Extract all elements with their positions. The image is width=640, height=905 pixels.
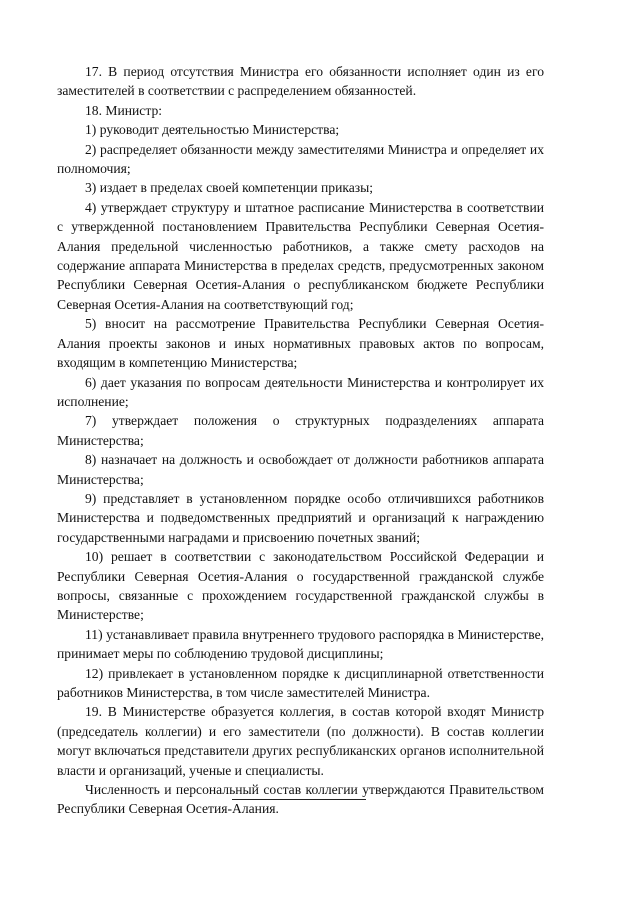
list-item-3: 3) издает в пределах своей компетенции приказы; [85,180,374,196]
paragraph-17: 17. В период отсутствия Министра его обязанности исполняет один из его заместителей в соответствии с распределением обязанностей. [57,64,544,99]
paragraph-18-heading: 18. Министр: [85,102,163,118]
list-item-7: 7) утверждает положения о структурных подразделениях аппарата Министерства; [57,413,544,448]
list-item-8: 8) назначает на должность и освобождает от должности работников аппарата Министерства; [57,452,544,487]
list-item-12: 12) привлекает в установленном порядке к дисциплинарной ответственности работников Министерства, в том числе заместителей Министра. [57,665,544,700]
list-item-4: 4) утверждает структуру и штатное расписание Министерства в соответствии с утвержденной постановлением Правительства Республики Северная Осетия-Алания предельной численностью работников, а также смету расходов на содержание аппарата Министерства в пределах средств, предусмотренных законом Республики Северная Осетия-Алания о республиканском бюджете Республики Северная Осетия-Алания на соответствующий год; [57,199,544,312]
paragraph-19: 19. В Министерстве образуется коллегия, в состав которой входят Министр (председатель коллегии) и его заместители (по должности). В состав коллегии могут включаться представители других республиканских органов исполнительной власти и организаций, ученые и специалисты. [57,704,544,778]
list-item-9: 9) представляет в установленном порядке особо отличившихся работников Министерства и подведомственных предприятий и организаций к награждению государственными наградами и присвоению почетных званий; [57,490,544,545]
list-item-5: 5) вносит на рассмотрение Правительства Республики Северная Осетия-Алания проекты законов и иных нормативных правовых актов по вопросам, входящим в компетенцию Министерства; [57,316,544,371]
paragraph-collegium-composition: Численность и персональный состав коллегии утверждаются Правительством Республики Северная Осетия-Алания. [57,782,544,817]
list-item-2: 2) распределяет обязанности между заместителями Министра и определяет их полномочия; [57,141,544,177]
end-of-text-rule [232,799,366,800]
list-item-1: 1) руководит деятельностью Министерства; [85,122,340,138]
document-body [57,62,544,819]
list-item-6: 6) дает указания по вопросам деятельности Министерства и контролирует их исполнение; [57,374,544,409]
list-item-11: 11) устанавливает правила внутреннего трудового распорядка в Министерстве, принимает меры по соблюдению трудовой дисциплины; [57,626,544,662]
list-item-10: 10) решает в соответствии с законодательством Российской Федерации и Республики Северная Осетия-Алания о государственной гражданской службе вопросы, связанные с прохождением государственной гражданской службы в Министерстве; [57,549,544,623]
